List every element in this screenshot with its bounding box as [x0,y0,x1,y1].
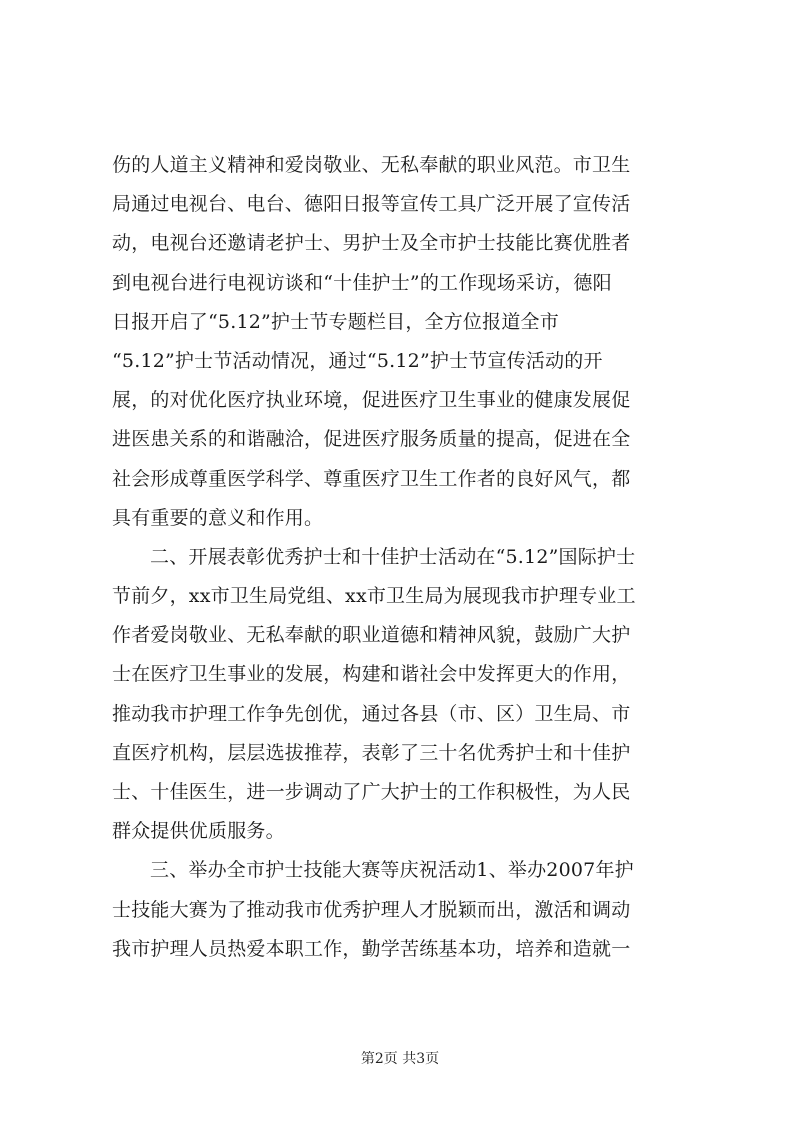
text-line: 日报开启了“5.12”护士节专题栏目，全方位报道全市 [112,310,559,333]
text-line: 动，电视台还邀请老护士、男护士及全市护士技能比赛优胜者 [112,232,631,255]
text-line: 具有重要的意义和作用。 [112,506,324,529]
text-line: 我市护理人员热爱本职工作，勤学苦练基本功，培养和造就一 [112,937,631,960]
text-line: 作者爱岗敬业、无私奉献的职业道德和精神风貌，鼓励广大护 [112,624,631,647]
text-line: 推动我市护理工作争先创优，通过各县（市、区）卫生局、市 [112,702,631,725]
text-line: “5.12”护士节活动情况，通过“5.12”护士节宣传活动的开 [112,349,603,372]
text-line: 到电视台进行电视访谈和“十佳护士”的工作现场采访，德阳 [112,271,612,294]
text-line: 士、十佳医生，进一步调动了广大护士的工作积极性，为人民 [112,781,631,803]
text-line: 进医患关系的和谐融洽，促进医疗服务质量的提高，促进在全 [112,428,631,451]
text-line: 展，的对优化医疗执业环境，促进医疗卫生事业的健康发展促 [112,389,631,412]
section-heading-line: 三、举办全市护士技能大赛等庆祝活动1、举办2007年护 [150,859,634,882]
document-body [112,146,692,969]
text-line: 群众提供优质服务。 [112,820,285,843]
text-line: 伤的人道主义精神和爱岗敬业、无私奉献的职业风范。市卫生 [112,154,631,176]
section-heading-line: 二、开展表彰优秀护士和十佳护士活动在“5.12”国际护士 [150,545,636,568]
text-line: 社会形成尊重医学科学、尊重医疗卫生工作者的良好风气，都 [112,467,631,490]
text-line: 节前夕，xx市卫生局党组、xx市卫生局为展现我市护理专业工 [112,585,636,608]
text-line: 士技能大赛为了推动我市优秀护理人才脱颖而出，激活和调动 [112,898,631,921]
text-line: 直医疗机构，层层选拔推荐，表彰了三十名优秀护士和十佳护 [112,741,631,764]
page-number-footer: 第2页 共3页 [360,1051,440,1067]
text-line: 局通过电视台、电台、德阳日报等宣传工具广泛开展了宣传活 [112,193,631,216]
text-line: 士在医疗卫生事业的发展，构建和谐社会中发挥更大的作用， [112,663,631,686]
